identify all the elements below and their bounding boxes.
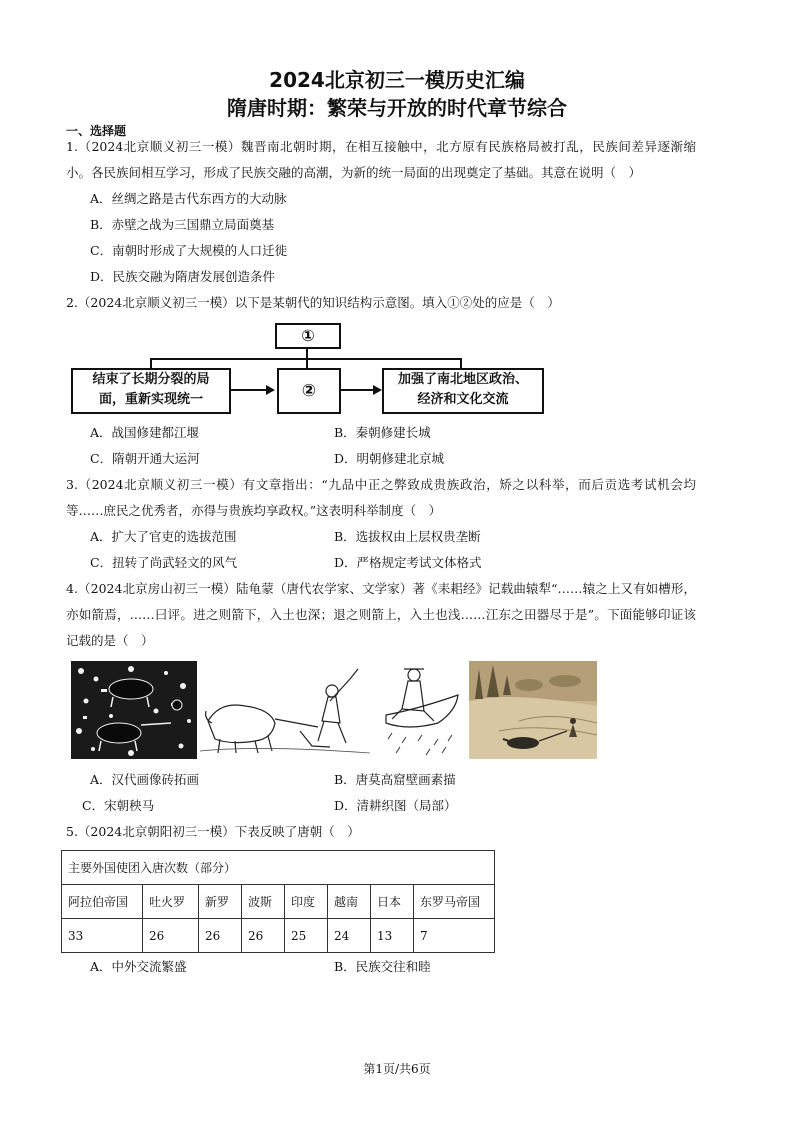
q3-option-b: B．选拔权由上层权贵垄断 <box>334 529 481 544</box>
table-title-row <box>62 851 495 885</box>
doc-title: 2024北京初三一模历史汇编 <box>269 68 525 92</box>
q1-option-d: D．民族交融为隋唐发展创造条件 <box>90 269 276 284</box>
q3-option-a: A．扩大了官吏的选拔范围 <box>90 529 237 544</box>
table-cell: 24 <box>328 919 371 953</box>
q2-option-a: A．战国修建都江堰 <box>90 425 200 440</box>
diagram-box-right-line1: 加强了南北地区政治、 <box>397 372 528 387</box>
doc-subtitle: 隋唐时期：繁荣与开放的时代章节综合 <box>227 96 567 120</box>
table-header-cell: 日本 <box>371 885 414 919</box>
table-header-cell: 阿拉伯帝国 <box>62 885 143 919</box>
diagram-box-left <box>71 368 231 414</box>
han-brick-rubbing-image <box>71 661 197 759</box>
envoy-table <box>61 850 495 953</box>
table-cell: 26 <box>199 919 242 953</box>
table-header-cell: 吐火罗 <box>143 885 199 919</box>
table-cell: 13 <box>371 919 414 953</box>
q4-option-c: C．宋朝秧马 <box>82 798 155 813</box>
question-3-stem: 3.（2024北京顺义初三一模）有文章指出：“九品中正之弊致成贵族政治，矫之以科举，而后贡选考试机会均等……庶民之优秀者，亦得与贵族均享政权。”这表明科举制度（ ） <box>66 477 696 518</box>
table-header-cell: 新罗 <box>199 885 242 919</box>
diagram-box-left-line2: 面，重新实现统一 <box>98 392 203 407</box>
question-4-stem: 4.（2024北京房山初三一模）陆龟蒙（唐代农学家、文学家）著《耒耜经》记载曲辕犁“……辕之上又有如槽形，亦如箭焉，……曰评。进之则箭下，入土也深；退之则箭上，入土也浅……江东之田器尽于是”。下面能够印证该记载的是（ ） <box>66 581 696 648</box>
diagram-arrow-2 <box>341 389 373 391</box>
section-heading: 一、选择题 <box>66 124 127 138</box>
q2-option-d: D．明朝修建北京城 <box>334 451 445 466</box>
question-2-stem: 2.（2024北京顺义初三一模）以下是某朝代的知识结构示意图。填入①②处的应是（ ） <box>66 295 560 310</box>
table-cell: 33 <box>62 919 143 953</box>
q5-option-a: A．中外交流繁盛 <box>90 959 187 974</box>
table-header-row <box>62 885 495 919</box>
q1-option-a: A．丝绸之路是古代东西方的大动脉 <box>90 191 287 206</box>
table-cell: 26 <box>143 919 199 953</box>
diagram-arrowhead-1 <box>266 385 275 395</box>
q2-option-c: C．隋朝开通大运河 <box>90 451 200 466</box>
qing-gengzhi-painting-image <box>469 661 597 759</box>
question-1-stem: 1.（2024北京顺义初三一模）魏晋南北朝时期，在相互接触中，北方原有民族格局被打乱，民族间差异逐渐缩小。各民族间相互学习，形成了民族交融的高潮，为新的统一局面的出现奠定了基础。其意在说明（ ） <box>66 139 696 180</box>
q1-option-b: B．赤壁之战为三国鼎立局面奠基 <box>90 217 275 232</box>
table-header-cell: 东罗马帝国 <box>414 885 495 919</box>
q3-option-d: D．严格规定考试文体格式 <box>334 555 482 570</box>
q4-option-b: B．唐莫高窟壁画素描 <box>334 772 456 787</box>
tang-mural-sketch-image <box>200 661 370 759</box>
q5-option-b: B．民族交往和睦 <box>334 959 431 974</box>
q1-option-c: C．南朝时形成了大规模的人口迁徙 <box>90 243 288 258</box>
diagram-arrowhead-2 <box>373 385 382 395</box>
table-header-cell: 越南 <box>328 885 371 919</box>
diagram-arrow-1 <box>230 389 266 391</box>
diagram-box-2: ② <box>277 368 341 414</box>
diagram-box-left-line1: 结束了长期分裂的局 <box>92 372 210 387</box>
table-cell: 26 <box>242 919 285 953</box>
table-header-cell: 印度 <box>285 885 328 919</box>
diagram-box-right <box>382 368 544 414</box>
table-cell: 7 <box>414 919 495 953</box>
q2-option-b: B．秦朝修建长城 <box>334 425 431 440</box>
table-header-cell: 波斯 <box>242 885 285 919</box>
q4-option-a: A．汉代画像砖拓画 <box>90 772 200 787</box>
table-cell: 25 <box>285 919 328 953</box>
diagram-box-1: ① <box>275 323 341 349</box>
table-title-cell: 主要外国使团入唐次数（部分） <box>62 851 495 885</box>
diagram-box-right-line2: 经济和文化交流 <box>417 392 509 407</box>
page-number: 第1页/共6页 <box>363 1062 431 1076</box>
q3-option-c: C．扭转了尚武轻文的风气 <box>90 555 238 570</box>
table-row <box>62 919 495 953</box>
song-yangma-image <box>378 661 464 759</box>
question-5-stem: 5.（2024北京朝阳初三一模）下表反映了唐朝（ ） <box>66 824 360 839</box>
q4-option-d: D．清耕织图（局部） <box>334 798 457 813</box>
